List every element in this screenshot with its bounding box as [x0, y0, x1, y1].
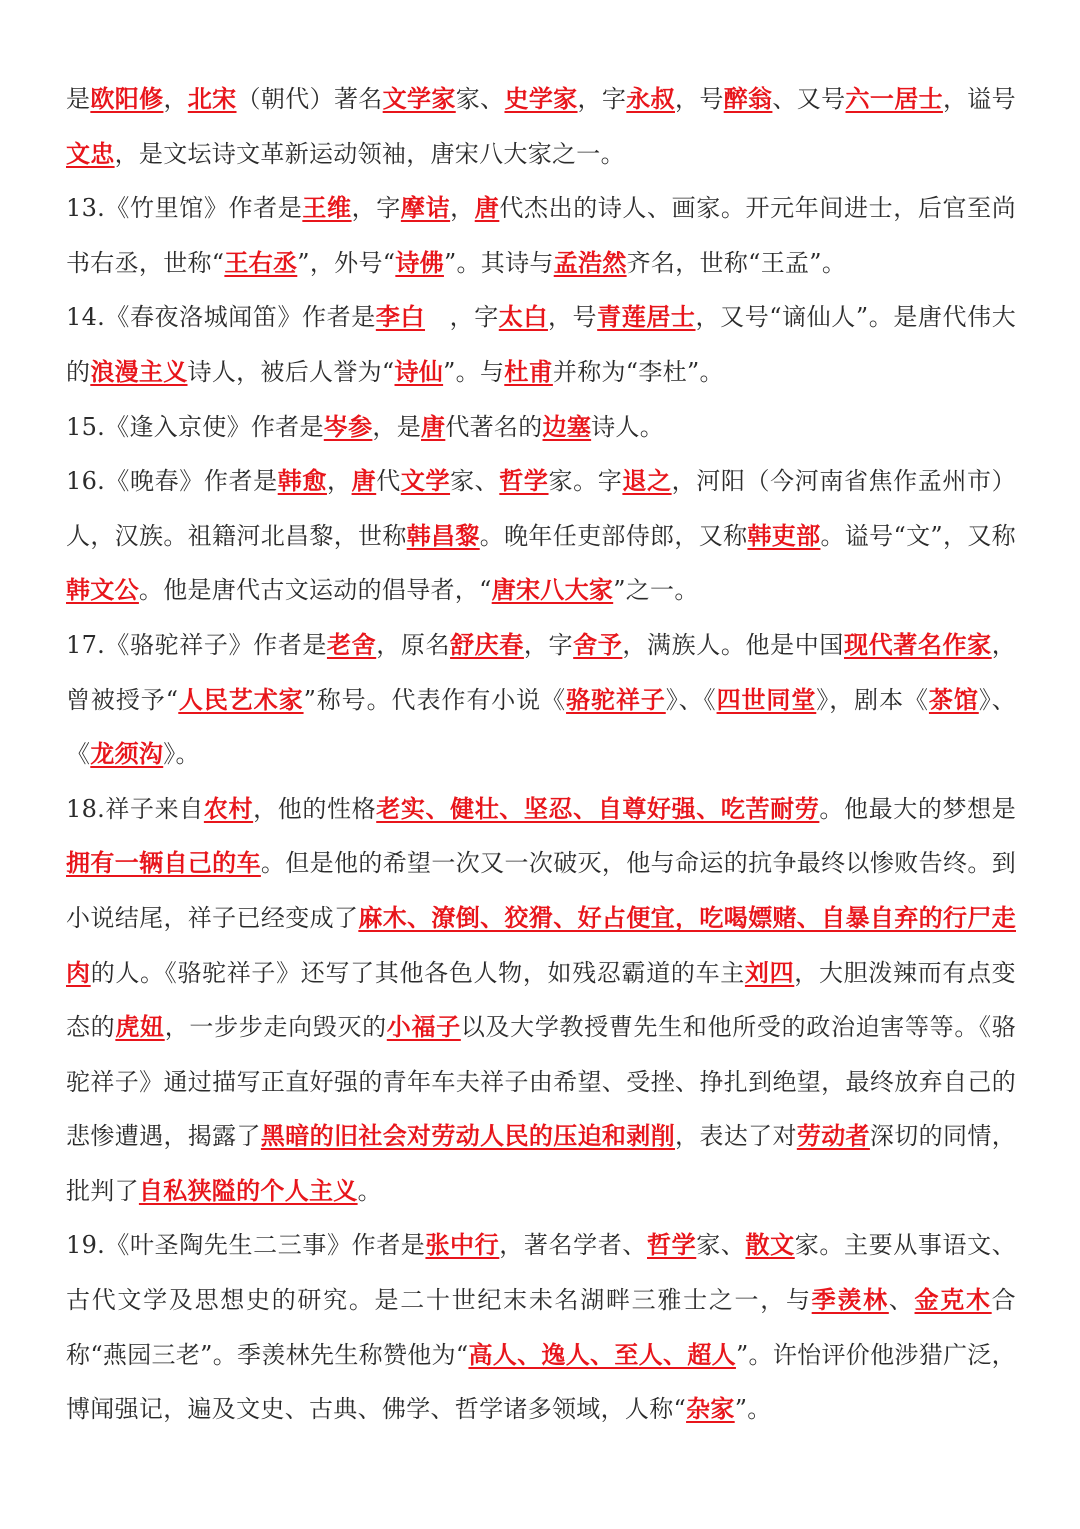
text-run: ，大胆泼辣而有点变态的 — [66, 958, 1016, 1042]
text-run: 。他是唐代古文运动的倡导者，“ — [138, 576, 492, 605]
answer-keyword: 岑参 — [323, 411, 373, 441]
answer-keyword: 六一居士 — [845, 84, 943, 113]
answer-keyword: 诗仙 — [394, 356, 444, 386]
text-run: 》。 — [163, 740, 200, 769]
text-run: ”之一。 — [613, 576, 699, 605]
text-run: 诗人。 — [591, 412, 665, 441]
answer-keyword: 史学家 — [504, 84, 578, 113]
answer-keyword: 北宋 — [187, 84, 237, 113]
answer-keyword: 麻木、潦倒、狡猾、好占便宜，吃喝嫖赌、自暴自弃的行尸走肉 — [66, 902, 1016, 987]
answer-keyword: 王右丞 — [224, 247, 298, 277]
answer-keyword: 舍予 — [573, 629, 623, 659]
text-run: ，字 — [523, 630, 574, 659]
text-run: 、 — [888, 1286, 915, 1315]
text-run: ， — [450, 194, 475, 223]
paragraph — [66, 1218, 1016, 1436]
text-run: 》、《 — [665, 685, 717, 714]
text-run: 14.《春夜洛城闻笛》作者是 — [66, 303, 376, 332]
answer-keyword: 张中行 — [425, 1230, 500, 1260]
text-run: 并称为“李杜”。 — [552, 357, 724, 386]
text-run: 。谥号“文”，又称 — [820, 521, 1016, 550]
text-run: ， — [163, 85, 188, 113]
answer-keyword: 老实、健壮、坚忍、自尊好强、吃苦耐劳 — [376, 793, 820, 823]
text-run: ”。与 — [443, 357, 505, 386]
answer-keyword: 青莲居士 — [597, 302, 696, 332]
answer-keyword: 李白 — [375, 302, 426, 332]
text-run: ，是 — [372, 412, 421, 441]
text-run: 深切的同情，批判了 — [66, 1122, 1017, 1205]
text-run: ，他的性格 — [253, 794, 377, 823]
text-run: ”称号。代表作有小说《 — [303, 685, 567, 714]
text-run: 。 — [357, 1176, 382, 1205]
answer-keyword: 太白 — [498, 302, 548, 332]
text-run: ”。 — [734, 1395, 772, 1424]
answer-keyword: 人民艺术家 — [178, 684, 304, 714]
paragraph — [66, 400, 1016, 455]
paragraph — [66, 181, 1016, 290]
answer-keyword: 骆驼祥子 — [566, 684, 666, 714]
text-run: 19.《叶圣陶先生二三事》作者是 — [66, 1231, 426, 1260]
paragraph — [66, 782, 1016, 1219]
answer-keyword: 浪漫主义 — [90, 356, 188, 386]
text-run: 。晚年任吏部侍郎，又称 — [479, 521, 748, 550]
text-run: ，字 — [425, 303, 499, 332]
answer-keyword: 唐 — [351, 466, 377, 496]
answer-keyword: 自私狭隘的个人主义 — [138, 1175, 358, 1205]
answer-keyword: 文学 — [400, 466, 451, 496]
answer-keyword: 韩吏部 — [747, 520, 821, 550]
text-run: 15.《逢入京使》作者是 — [66, 412, 324, 441]
answer-keyword: 季羡林 — [811, 1285, 889, 1315]
answer-keyword: 劳动者 — [796, 1121, 870, 1151]
text-run: ，河阳（今河南省焦作孟州市）人，汉族。祖籍河北昌黎，世称 — [66, 467, 1016, 550]
text-run: 16.《晚春》作者是 — [66, 467, 278, 496]
text-run: 家。主要从事语文、古代文学及思想史的研究。是二十世纪末未名湖畔三雅士之一，与 — [66, 1231, 1017, 1315]
text-run: 。他最大的梦想是 — [819, 794, 1016, 823]
text-run: 代 — [376, 467, 401, 496]
text-run: ，是文坛诗文革新运动领袖，唐宋八大家之一。 — [114, 139, 625, 168]
answer-keyword: 文忠 — [66, 138, 115, 168]
text-run: ，曾被授予“ — [66, 630, 1017, 714]
answer-keyword: 孟浩然 — [553, 247, 627, 277]
answer-keyword: 文学家 — [382, 84, 456, 113]
answer-keyword: 哲学 — [647, 1230, 697, 1260]
answer-keyword: 韩愈 — [277, 466, 327, 496]
answer-keyword: 唐 — [474, 193, 500, 223]
text-run: 家。字 — [548, 467, 623, 496]
text-run: 13.《竹里馆》作者是 — [66, 194, 303, 223]
text-run: 》、《 — [66, 685, 1017, 769]
answer-keyword: 散文 — [745, 1230, 795, 1260]
answer-keyword: 拥有一辆自己的车 — [66, 848, 261, 878]
answer-keyword: 醉翁 — [723, 84, 773, 113]
answer-keyword: 杜甫 — [504, 356, 553, 386]
text-run: ，满族人。他是中国 — [622, 630, 844, 659]
text-run: ， — [326, 467, 352, 496]
text-run: 齐名，世称“王孟”。 — [626, 248, 847, 277]
text-run: 18.祥子来自 — [66, 794, 204, 823]
answer-keyword: 杂家 — [686, 1394, 735, 1424]
answer-keyword: 韩昌黎 — [406, 520, 480, 550]
answer-keyword: 小福子 — [386, 1012, 461, 1042]
answer-keyword: 高人、逸人、至人、超人 — [468, 1339, 736, 1369]
document-page — [66, 72, 1016, 1437]
answer-keyword: 老舍 — [326, 629, 377, 659]
text-run: 》，剧本《 — [816, 685, 929, 714]
paragraph — [66, 72, 1016, 181]
text-run: 家、 — [450, 467, 500, 496]
answer-keyword: 王维 — [302, 193, 352, 223]
answer-keyword: 舒庆春 — [450, 629, 524, 659]
text-run: 代杰出的诗人、画家。开元年间进士，后官至尚书右丞，世称“ — [66, 194, 1017, 277]
answer-keyword: 现代著名作家 — [843, 629, 992, 659]
text-run: ，号 — [674, 85, 724, 113]
text-run: ，原名 — [376, 630, 451, 659]
answer-keyword: 退之 — [622, 466, 672, 496]
answer-keyword: 唐 — [421, 411, 446, 441]
answer-keyword: 边塞 — [542, 411, 592, 441]
paragraph — [66, 454, 1016, 618]
text-run: ，一步步走向毁灭的 — [164, 1013, 387, 1042]
answer-keyword: 刘四 — [744, 957, 795, 987]
text-run: ，字 — [351, 194, 401, 223]
paragraph — [66, 290, 1016, 399]
answer-keyword: 金克木 — [914, 1285, 992, 1315]
text-run: 。但是他的希望一次又一次破灭，他与命运的抗争最终以惨败告终。到小说结尾，祥子已经变成了 — [66, 849, 1016, 932]
text-run: ”。其诗与 — [443, 248, 554, 277]
text-run: （朝代）著名 — [236, 85, 383, 113]
answer-keyword: 茶馆 — [928, 684, 979, 714]
answer-keyword: 摩诘 — [400, 193, 451, 223]
answer-keyword: 哲学 — [499, 466, 549, 496]
text-run: ，号 — [547, 303, 598, 332]
answer-keyword: 龙须沟 — [90, 739, 164, 769]
text-run: 、又号 — [772, 85, 846, 113]
paragraph — [66, 618, 1016, 782]
text-run: ，字 — [577, 85, 627, 113]
text-run: ”。许怡评价他涉猎广泛，博闻强记，遍及文史、古典、佛学、哲学诸多领域，人称“ — [66, 1340, 1016, 1424]
text-run: 家、 — [696, 1231, 746, 1260]
text-run: ”，外号“ — [297, 248, 396, 277]
text-run: 诗人，被后人誉为“ — [187, 357, 395, 386]
answer-keyword: 黑暗的旧社会对劳动人民的压迫和剥削 — [260, 1121, 676, 1151]
text-run: ，又号“谪仙人”。是唐代伟大的 — [66, 303, 1016, 386]
answer-keyword: 永叔 — [626, 84, 675, 113]
text-run: 以及大学教授曹先生和他所受的政治迫害等等。《骆驼祥子》通过描写正直好强的青年车夫祥子由希望、受挫、挣扎到绝望，最终放弃自己的悲惨遭遇，揭露了 — [66, 1013, 1016, 1151]
answer-keyword: 韩文公 — [66, 575, 139, 605]
answer-keyword: 欧阳修 — [90, 84, 164, 113]
answer-keyword: 唐宋八大家 — [491, 575, 614, 605]
text-run: 17.《骆驼祥子》作者是 — [66, 630, 327, 659]
text-run: 代著名的 — [445, 412, 543, 441]
text-run: ，著名学者、 — [499, 1231, 648, 1260]
answer-keyword: 虎妞 — [115, 1012, 165, 1042]
text-run: 家、 — [455, 85, 505, 113]
text-run: ，谥号 — [942, 85, 1016, 113]
text-run: ，表达了对 — [675, 1122, 797, 1151]
text-run: 合称“燕园三老”。季羡林先生称赞他为“ — [66, 1286, 1016, 1369]
text-run: 是 — [66, 85, 91, 113]
answer-keyword: 四世同堂 — [716, 684, 817, 714]
answer-keyword: 农村 — [203, 793, 254, 823]
text-run: 的人。《骆驼祥子》还写了其他各色人物，如残忍霸道的车主 — [90, 958, 745, 987]
answer-keyword: 诗佛 — [395, 247, 444, 277]
